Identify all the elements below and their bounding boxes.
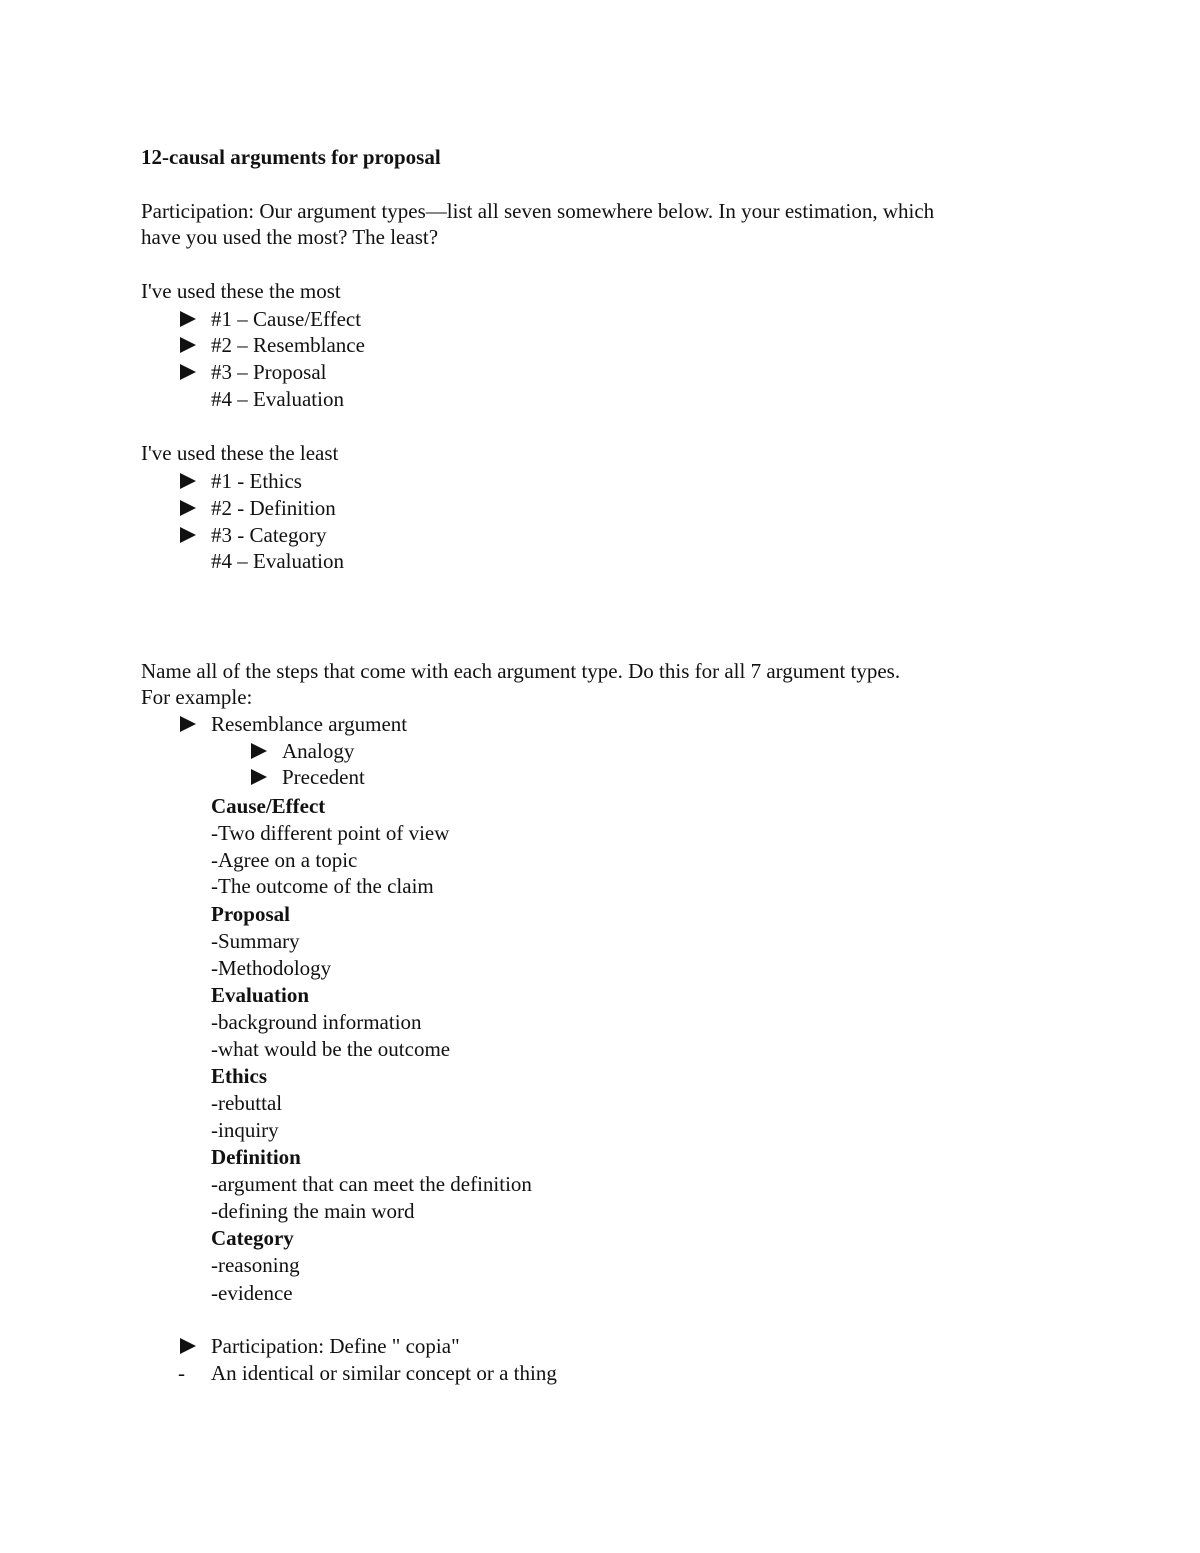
group-heading: Proposal	[211, 902, 290, 926]
group-heading: Ethics	[211, 1064, 268, 1088]
triangle-bullet-icon	[180, 364, 196, 380]
document-title: 12-causal arguments for proposal	[141, 145, 441, 169]
group-item: -reasoning	[211, 1253, 300, 1277]
triangle-bullet-icon	[180, 500, 196, 516]
intro-line-1: Participation: Our argument types—list all seven somewhere below. In your estimation, which	[141, 199, 935, 223]
least-item: #1 - Ethics	[211, 469, 302, 493]
most-item: #4 – Evaluation	[211, 387, 344, 411]
steps-line-2: For example:	[141, 685, 253, 709]
steps-line-1: Name all of the steps that come with each argument type. Do this for all 7 argument types.	[141, 659, 901, 683]
triangle-bullet-icon	[180, 311, 196, 327]
intro-line-2: have you used the most? The least?	[141, 225, 439, 249]
group-item: -what would be the outcome	[211, 1037, 451, 1061]
triangle-bullet-icon	[180, 1338, 196, 1354]
least-item: #4 – Evaluation	[211, 549, 344, 573]
least-item: #2 - Definition	[211, 496, 336, 520]
group-item: -evidence	[211, 1281, 293, 1305]
triangle-bullet-icon	[251, 743, 267, 759]
triangle-bullet-icon	[180, 716, 196, 732]
group-heading: Definition	[211, 1145, 301, 1169]
dash-bullet: -	[178, 1361, 185, 1385]
least-item: #3 - Category	[211, 523, 327, 547]
group-item: -The outcome of the claim	[211, 874, 434, 898]
group-heading: Cause/Effect	[211, 794, 326, 818]
most-item: #3 – Proposal	[211, 360, 327, 384]
group-item: -argument that can meet the definition	[211, 1172, 532, 1196]
group-item: -Two different point of view	[211, 821, 450, 845]
most-item: #1 – Cause/Effect	[211, 307, 362, 331]
triangle-bullet-icon	[180, 473, 196, 489]
most-item: #2 – Resemblance	[211, 333, 365, 357]
triangle-bullet-icon	[251, 769, 267, 785]
group-item: -background information	[211, 1010, 422, 1034]
triangle-bullet-icon	[180, 337, 196, 353]
most-heading: I've used these the most	[141, 279, 341, 303]
example-label: Resemblance argument	[211, 712, 408, 736]
group-heading: Category	[211, 1226, 294, 1250]
group-item: -rebuttal	[211, 1091, 283, 1115]
group-item: -Agree on a topic	[211, 848, 358, 872]
group-item: -Methodology	[211, 956, 332, 980]
copia-prompt: Participation: Define " copia"	[211, 1334, 460, 1358]
copia-answer: An identical or similar concept or a thing	[211, 1361, 557, 1385]
group-item: -defining the main word	[211, 1199, 415, 1223]
group-item: -inquiry	[211, 1118, 279, 1142]
triangle-bullet-icon	[180, 527, 196, 543]
group-heading: Evaluation	[211, 983, 310, 1007]
least-heading: I've used these the least	[141, 441, 339, 465]
example-sub-item: Analogy	[282, 739, 355, 763]
example-sub-item: Precedent	[282, 765, 365, 789]
group-item: -Summary	[211, 929, 300, 953]
